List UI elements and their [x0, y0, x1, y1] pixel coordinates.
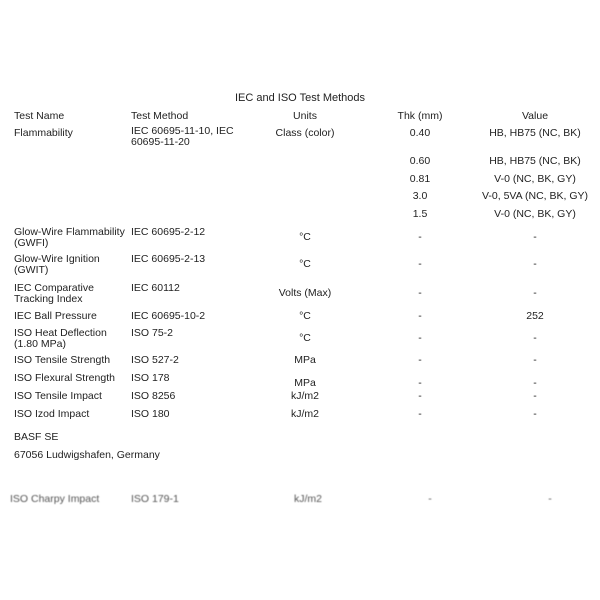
row-name: ISO Heat Deflection (1.80 MPa): [14, 327, 107, 350]
header-thickness: Thk (mm): [397, 110, 443, 122]
row-method: ISO 178: [131, 372, 170, 384]
row-name: IEC Ball Pressure: [14, 310, 97, 322]
row-units: °C: [299, 332, 311, 344]
row-units: °C: [299, 310, 311, 322]
row-method: ISO 527-2: [131, 354, 179, 366]
row-units: °C: [299, 258, 311, 270]
row-thickness: 1.5: [412, 208, 428, 220]
row-thickness: 0.40: [409, 127, 431, 139]
row-thickness: -: [418, 377, 422, 389]
company-name: BASF SE: [14, 431, 59, 443]
row-value: -: [533, 390, 537, 402]
row-value: -: [533, 287, 537, 299]
row-method: ISO 75-2: [131, 327, 174, 339]
row-units: kJ/m2: [290, 408, 319, 420]
header-test-name: Test Name: [14, 110, 65, 122]
row-value: HB, HB75 (NC, BK): [489, 155, 581, 167]
row-method: IEC 60695-2-12: [131, 226, 206, 238]
row-value: V-0 (NC, BK, GY): [494, 208, 576, 220]
header-value: Value: [521, 110, 549, 122]
row-name: Glow-Wire Flammability (GWFI): [14, 226, 125, 249]
row-value: 252: [526, 310, 544, 322]
row-thickness: -: [428, 493, 432, 505]
row-thickness: -: [418, 310, 422, 322]
row-value: -: [533, 377, 537, 389]
row-method: IEC 60695-2-13: [131, 253, 206, 265]
row-value: -: [548, 493, 552, 505]
row-units: Volts (Max): [278, 287, 332, 299]
page-title: IEC and ISO Test Methods: [234, 92, 366, 104]
row-value: V-0 (NC, BK, GY): [494, 173, 576, 185]
row-name: ISO Tensile Impact: [14, 390, 102, 402]
row-thickness: -: [418, 332, 422, 344]
row-value: V-0, 5VA (NC, BK, GY): [481, 190, 588, 202]
row-thickness: 0.60: [409, 155, 431, 167]
row-thickness: -: [418, 287, 422, 299]
header-units: Units: [293, 110, 317, 122]
row-value: -: [533, 408, 537, 420]
header-test-method: Test Method: [131, 110, 189, 122]
company-address: 67056 Ludwigshafen, Germany: [14, 449, 160, 461]
row-thickness: -: [418, 408, 422, 420]
row-value: HB, HB75 (NC, BK): [489, 127, 581, 139]
row-units: kJ/m2: [293, 493, 322, 505]
row-units: Class (color): [275, 127, 335, 139]
row-method: IEC 60695-10-2: [131, 310, 206, 322]
row-units: MPa: [294, 354, 316, 366]
row-units: MPa: [294, 377, 316, 389]
row-thickness: 0.81: [409, 173, 431, 185]
row-units: kJ/m2: [290, 390, 319, 402]
row-name: ISO Flexural Strength: [14, 372, 115, 384]
overflow-row: [0, 494, 600, 508]
row-method: IEC 60112: [131, 282, 180, 294]
row-thickness: -: [418, 354, 422, 366]
row-thickness: -: [418, 231, 422, 243]
row-name: Flammability: [14, 127, 73, 139]
row-method: ISO 179-1: [131, 493, 179, 505]
row-method: ISO 180: [131, 408, 170, 420]
row-value: -: [533, 332, 537, 344]
row-units: °C: [299, 231, 311, 243]
row-thickness: -: [418, 258, 422, 270]
row-thickness: -: [418, 390, 422, 402]
row-name: IEC Comparative Tracking Index: [14, 282, 94, 305]
row-name: ISO Charpy Impact: [10, 493, 100, 505]
row-method: ISO 8256: [131, 390, 176, 402]
row-value: -: [533, 231, 537, 243]
row-method: IEC 60695-11-10, IEC 60695-11-20: [131, 125, 234, 148]
row-value: -: [533, 354, 537, 366]
row-name: ISO Izod Impact: [14, 408, 90, 420]
row-name: Glow-Wire Ignition (GWIT): [14, 253, 100, 276]
row-thickness: 3.0: [412, 190, 428, 202]
row-name: ISO Tensile Strength: [14, 354, 111, 366]
row-value: -: [533, 258, 537, 270]
